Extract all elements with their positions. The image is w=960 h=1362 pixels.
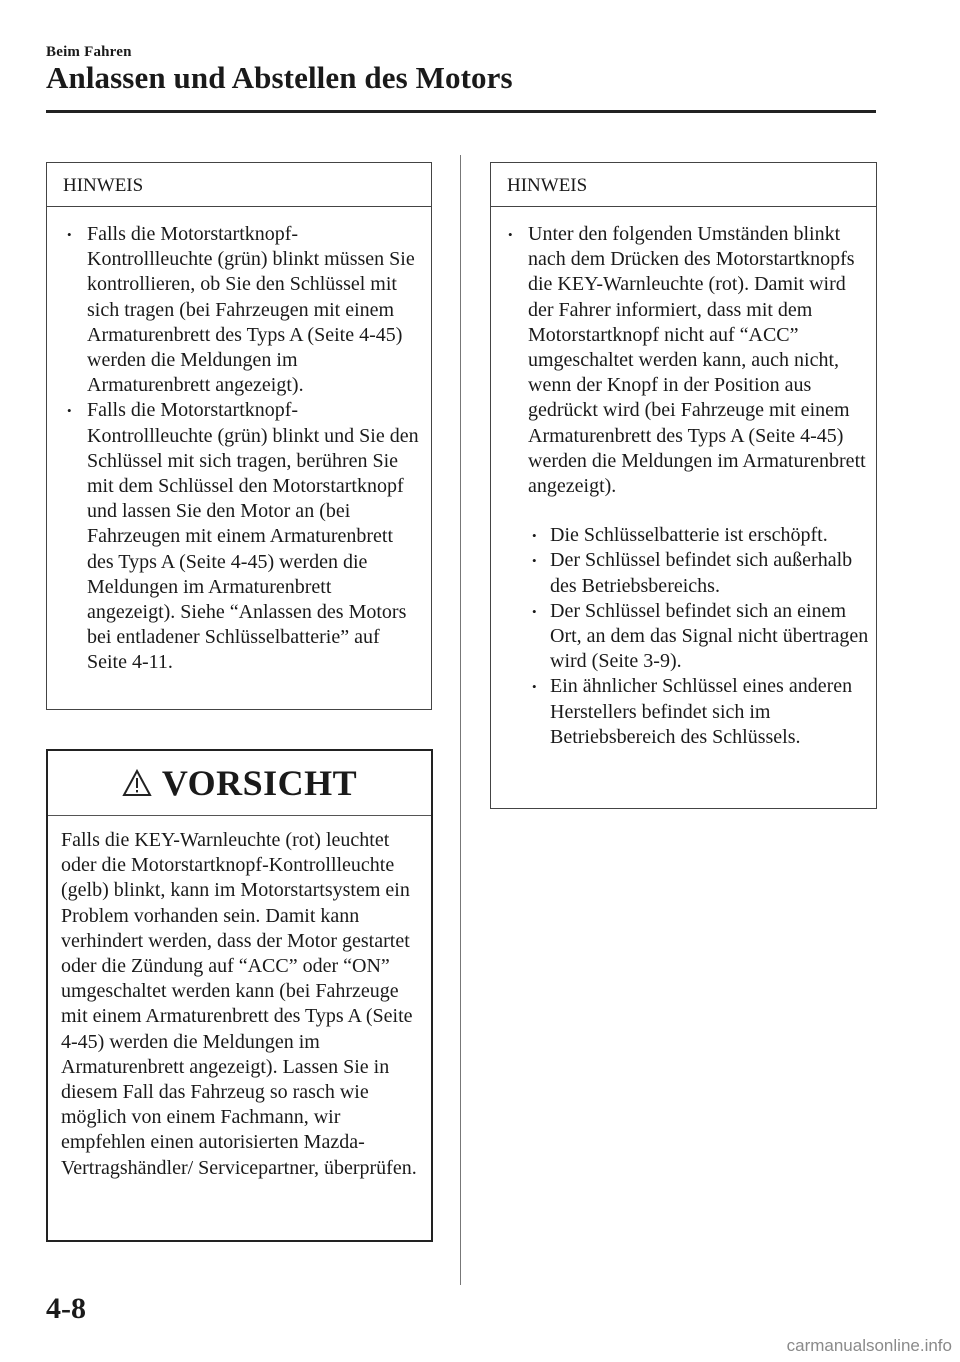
section-label: Beim Fahren xyxy=(46,44,132,60)
note-heading: HINWEIS xyxy=(47,163,431,207)
note-sub-item: • Der Schlüssel befindet sich außerhalb des Betriebsbereichs. xyxy=(528,548,872,598)
column-divider xyxy=(460,155,461,1285)
note-list-item: • Unter den folgenden Umständen blinkt nach dem Drücken des Motorstartknopfs die KEY-Warnleuchte (rot). Damit wird der Fahrer informiert, dass mit dem Motorstartknopf nicht auf “ACC” umgeschaltet werden kann, auch nicht, wenn der Knopf in der Position aus gedrückt wird (bei Fahrzeuge mit einem Armaturenbrett des Typs A (Seite 4-45) werden die Meldungen im Armaturenbrett angezeigt). xyxy=(506,222,872,499)
warning-triangle-icon xyxy=(122,769,152,797)
note-box-left xyxy=(46,162,432,710)
note-list xyxy=(65,222,421,676)
note-body xyxy=(47,207,431,676)
note-sub-list xyxy=(506,523,872,750)
note-box-right xyxy=(490,162,877,809)
note-heading: HINWEIS xyxy=(491,163,876,207)
note-sub-item: • Die Schlüsselbatterie ist erschöpft. xyxy=(528,523,872,548)
page-title: Anlassen und Abstellen des Motors xyxy=(46,60,513,95)
caution-box xyxy=(46,749,433,1242)
page-number: 4-8 xyxy=(46,1292,86,1325)
caution-header xyxy=(48,751,431,816)
note-sub-item: • Der Schlüssel befindet sich an einem Ort, an dem das Signal nicht übertragen wird (Seite 3-9). xyxy=(528,599,872,675)
caution-title: VORSICHT xyxy=(161,763,358,803)
header-rule xyxy=(46,110,876,113)
note-list xyxy=(506,222,872,499)
note-sub-item: • Ein ähnlicher Schlüssel eines anderen Herstellers befindet sich im Betriebsbereich des Schlüssels. xyxy=(528,674,872,750)
watermark: carmanualsonline.info xyxy=(786,1336,952,1355)
note-body xyxy=(491,207,876,750)
caution-text: Falls die KEY-Warnleuchte (rot) leuchtet oder die Motorstartknopf-Kontrollleuchte (gelb) blinkt, kann im Motorstartsystem ein Problem vorhanden sein. Damit kann verhindert werden, dass der Motor gestartet oder die Zündung auf “ACC” oder “ON” umgeschaltet werden kann (bei Fahrzeuge mit einem Armaturenbrett des Typs A (Seite 4-45) werden die Meldungen im Armaturenbrett angezeigt). Lassen Sie in diesem Fall das Fahrzeug so rasch wie möglich von einem Fachmann, wir empfehlen einen autorisierten Mazda-Vertragshändler/ Servicepartner, überprüfen. xyxy=(61,829,417,1179)
note-list-item: • Falls die Motorstartknopf-Kontrollleuchte (grün) blinkt müssen Sie kontrollieren, ob Sie den Schlüssel mit sich tragen (bei Fahrzeugen mit einem Armaturenbrett des Typs A (Seite 4-45) werden die Meldungen im Armaturenbrett angezeigt). xyxy=(65,222,421,398)
note-list-item: • Falls die Motorstartknopf-Kontrollleuchte (grün) blinkt und Sie den Schlüssel mit sich tragen, berühren Sie mit dem Schlüssel den Motorstartknopf und lassen Sie den Motor an (bei Fahrzeugen mit einem Armaturenbrett des Typs A (Seite 4-45) werden die Meldungen im Armaturenbrett angezeigt). Siehe “Anlassen des Motors bei entladener Schlüsselbatterie” auf Seite 4-11. xyxy=(65,398,421,675)
